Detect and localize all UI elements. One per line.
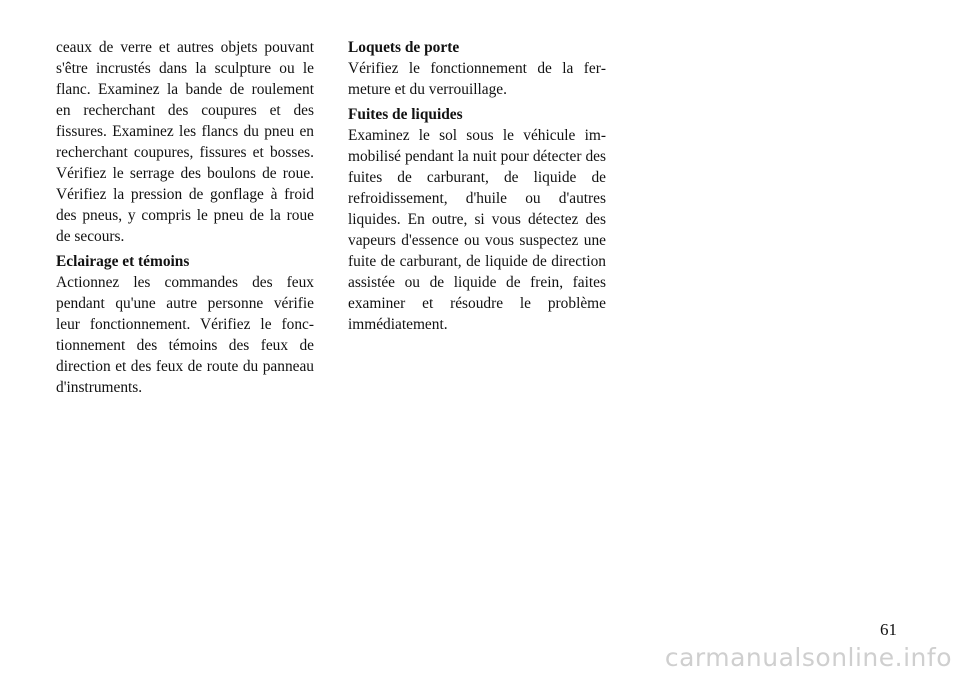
door-locks-paragraph: Vérifiez le fonctionnement de la fermeture et du verrouillage. xyxy=(348,60,606,98)
page-number: 61 xyxy=(880,620,897,639)
lights-heading: Eclairage et témoins xyxy=(56,253,190,270)
fluid-leaks-paragraph: Examinez le sol sous le véhicule immobilisé pendant la nuit pour détecter des fuites de carburant, de liquide de refroidissement, d'huile ou d'autres liquides. En outre, si vous détectez des vapeurs d'essence ou vous suspectez une fuite de carburant, de liquide de direction assistée ou de liquide de frein, faites examiner et résoudre le problème immédiatement. xyxy=(348,127,606,333)
right-column xyxy=(348,37,606,339)
lights-section xyxy=(56,251,314,398)
left-column xyxy=(56,37,314,402)
fluid-leaks-heading: Fuites de liquides xyxy=(348,106,463,123)
door-locks-section xyxy=(348,37,606,100)
fluid-leaks-section xyxy=(348,104,606,335)
watermark: carmanualsonline.info xyxy=(664,643,952,672)
door-locks-heading: Loquets de porte xyxy=(348,39,460,56)
tire-inspection-paragraph: ceaux de verre et autres objets pouvant s'être incrustés dans la sculpture ou le flanc. Examinez la bande de roulement en recherchant des coupures et des fissures. Examinez les flancs du pneu en recherchant coupures, fissures et bosses. Vérifiez le serrage des boulons de roue. Vérifiez la pression de gonflage à froid des pneus, y compris le pneu de la roue de secours. xyxy=(56,39,314,245)
lights-paragraph: Actionnez les commandes des feux pendant qu'une autre personne vérifie leur fonctionnement. Vérifiez le fonctionnement des témoins des feux de direction et des feux de route du panneau d'instruments. xyxy=(56,274,314,396)
